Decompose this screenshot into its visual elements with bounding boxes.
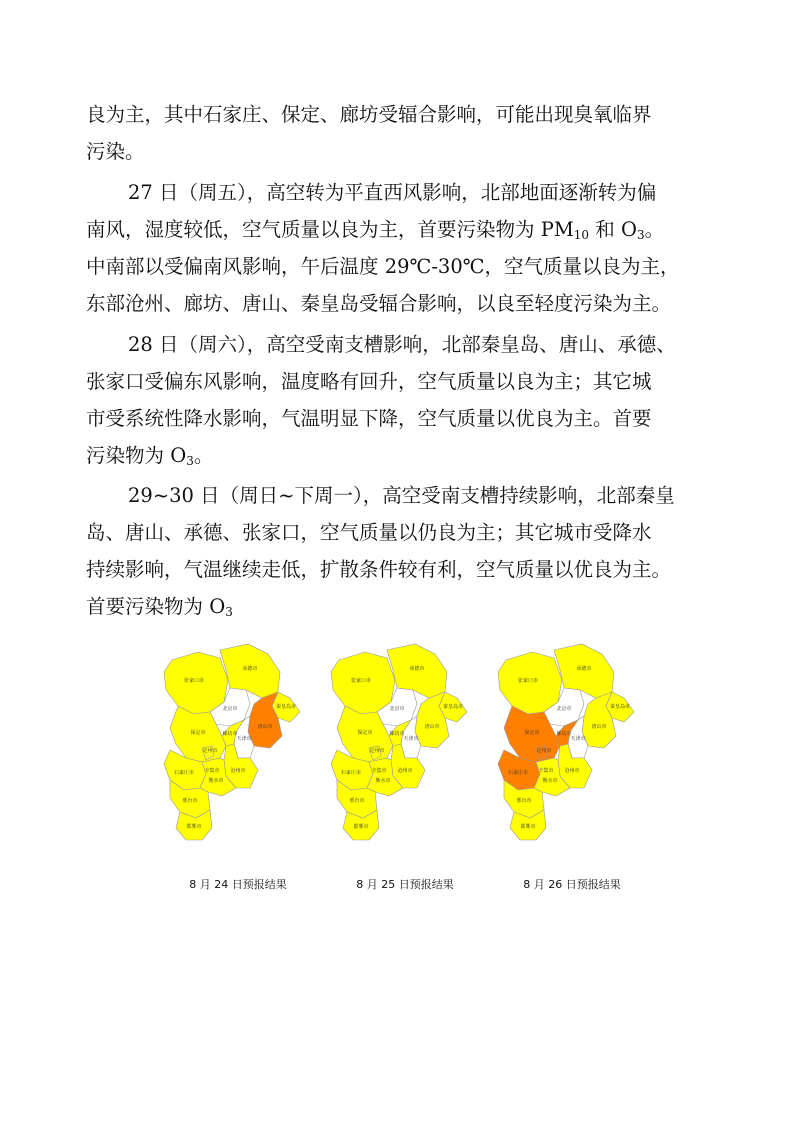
paragraph-29-30 xyxy=(86,477,708,625)
hebei-map xyxy=(317,640,493,860)
city-label: 承德市 xyxy=(242,666,258,672)
city-label: 张家口市 xyxy=(350,678,372,684)
city-label: 秦皇岛市 xyxy=(442,704,464,710)
city-label: 邢台市 xyxy=(182,798,198,804)
city-label: 唐山市 xyxy=(591,724,607,730)
text-line: 良为主，其中石家庄、保定、廊坊受辐合影响，可能出现臭氧临界 xyxy=(86,103,652,126)
map-caption-25: 8 月 25 日预报结果 xyxy=(356,878,454,891)
city-label: 唐山市 xyxy=(257,724,273,730)
city-label: 辛集市 xyxy=(204,768,220,774)
city-label: 张家口市 xyxy=(517,678,539,684)
city-label: 保定市 xyxy=(190,730,206,736)
city-label: 邢台市 xyxy=(349,798,365,804)
city-label: 衡水市 xyxy=(542,778,558,784)
city-label: 天津市 xyxy=(236,736,252,742)
city-label: 承德市 xyxy=(576,666,592,672)
paragraph-27 xyxy=(86,174,708,322)
city-label: 邯郸市 xyxy=(520,824,536,830)
city-label: 石家庄市 xyxy=(507,770,529,776)
city-label: 天津市 xyxy=(403,736,419,742)
city-label: 保定市 xyxy=(357,730,373,736)
city-label: 北京市 xyxy=(222,706,238,712)
text-line-pollutant: 污染物为 $O_3$。 xyxy=(86,444,214,468)
forecast-map-26 xyxy=(484,640,660,860)
map-caption-24: 8 月 24 日预报结果 xyxy=(189,878,287,891)
text-line: 27 日（周五），高空转为平直西风影响，北部地面逐渐转为偏 xyxy=(128,181,657,204)
paragraph-1 xyxy=(86,96,708,170)
city-label: 承德市 xyxy=(409,666,425,672)
city-label: 沧州市 xyxy=(230,768,246,774)
paragraph-28 xyxy=(86,326,708,474)
text-line: 中南部以受偏南风影响，午后温度 29℃-30℃，空气质量以良为主， xyxy=(86,255,680,278)
text-line: 市受系统性降水影响，气温明显下降，空气质量以优良为主。首要 xyxy=(86,407,652,430)
text-line: 岛、唐山、承德、张家口，空气质量以仍良为主；其它城市受降水 xyxy=(86,521,652,544)
hebei-map xyxy=(484,640,660,860)
city-label: 定州市 xyxy=(202,748,218,754)
city-label: 秦皇岛市 xyxy=(275,704,297,710)
city-label: 北京市 xyxy=(556,706,572,712)
city-label: 秦皇岛市 xyxy=(609,704,631,710)
city-label: 定州市 xyxy=(536,748,552,754)
text-line: 29~30 日（周日~下周一），高空受南支槽持续影响，北部秦皇 xyxy=(128,484,675,507)
forecast-map-25 xyxy=(317,640,493,860)
city-label: 北京市 xyxy=(389,706,405,712)
city-label: 石家庄市 xyxy=(340,770,362,776)
city-label: 沧州市 xyxy=(564,768,580,774)
city-label: 衡水市 xyxy=(375,778,391,784)
city-label: 天津市 xyxy=(570,736,586,742)
forecast-maps xyxy=(140,640,660,860)
city-label: 保定市 xyxy=(524,730,540,736)
city-label: 石家庄市 xyxy=(173,770,195,776)
text-line: 东部沧州、廊坊、唐山、秦皇岛受辐合影响，以良至轻度污染为主。 xyxy=(86,292,672,315)
city-label: 衡水市 xyxy=(208,778,224,784)
city-label: 辛集市 xyxy=(371,768,387,774)
city-label: 邯郸市 xyxy=(186,824,202,830)
city-label: 辛集市 xyxy=(538,768,554,774)
city-label: 张家口市 xyxy=(183,678,205,684)
city-label: 廊坊市 xyxy=(556,731,572,737)
city-label: 沧州市 xyxy=(397,768,413,774)
text-line: 污染。 xyxy=(86,140,145,163)
text-line: 持续影响，气温继续走低，扩散条件较有利，空气质量以优良为主。 xyxy=(86,558,672,581)
forecast-map-24 xyxy=(150,640,326,860)
text-line: 28 日（周六），高空受南支槽影响，北部秦皇岛、唐山、承德、 xyxy=(128,333,676,356)
map-caption-26: 8 月 26 日预报结果 xyxy=(523,878,621,891)
text-line-pollutants: 南风，湿度较低，空气质量以良为主，首要污染物为 $PM_{10}$ 和 $O_3$。 xyxy=(86,218,665,242)
city-label: 廊坊市 xyxy=(222,731,238,737)
hebei-map xyxy=(150,640,326,860)
city-label: 廊坊市 xyxy=(389,731,405,737)
text-line-pollutant: 首要污染物为 $O_3$ xyxy=(86,595,233,619)
city-label: 邯郸市 xyxy=(353,824,369,830)
city-label: 定州市 xyxy=(369,748,385,754)
city-label: 邢台市 xyxy=(516,798,532,804)
text-line: 张家口受偏东风影响，温度略有回升，空气质量以良为主；其它城 xyxy=(86,370,652,393)
city-label: 唐山市 xyxy=(424,724,440,730)
